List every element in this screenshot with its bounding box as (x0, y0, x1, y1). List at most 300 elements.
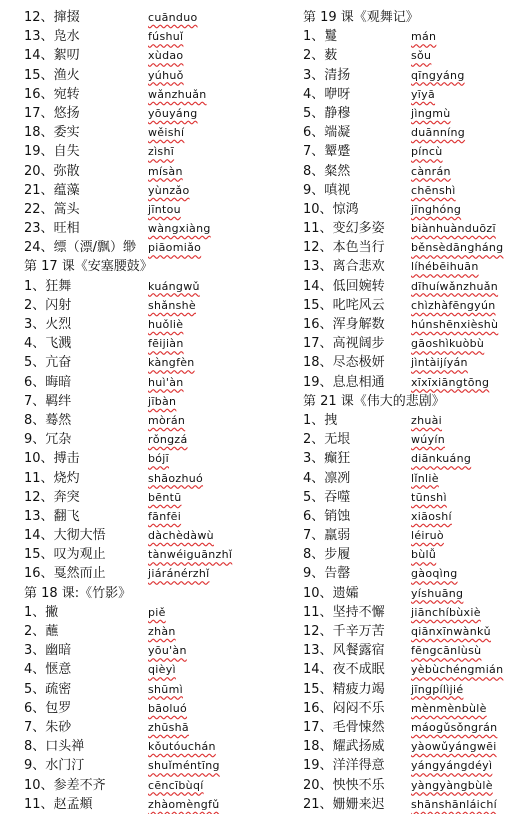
entry-separator: 、 (40, 48, 54, 64)
vocab-entry (24, 85, 274, 104)
entry-pinyin: tànwéiguānzhǐ (148, 548, 233, 562)
entry-word: 疏密 (45, 681, 72, 697)
entry-number: 18 (303, 739, 320, 755)
vocab-entry (24, 277, 274, 296)
entry-number: 1 (303, 29, 312, 45)
entry-pinyin: gāoshìkuòbù (411, 337, 485, 351)
entry-word: 幽暗 (45, 643, 72, 659)
entry-word: 飞溅 (45, 336, 72, 352)
vocab-entry (303, 430, 529, 449)
entry-number: 4 (303, 470, 312, 486)
entry-separator: 、 (40, 182, 54, 198)
vocab-entry (303, 200, 529, 219)
entry-word: 清扬 (324, 67, 351, 83)
vocab-entry (24, 545, 274, 564)
entry-number: 4 (24, 662, 33, 678)
entry-number: 7 (24, 393, 33, 409)
entry-number: 19 (303, 758, 320, 774)
entry-pinyin: yèbùchéngmián (411, 663, 504, 677)
entry-word: 叹为观止 (53, 547, 106, 563)
entry-word: 遗孀 (332, 585, 359, 601)
entry-pinyin: wěishí (148, 126, 185, 140)
entry-number: 10 (303, 585, 320, 601)
entry-number: 14 (303, 662, 320, 678)
entry-pinyin: yúhuǒ (148, 68, 184, 82)
entry-word: 粲然 (324, 163, 351, 179)
entry-number: 1 (24, 278, 33, 294)
entry-number: 17 (303, 336, 320, 352)
vocab-entry (303, 238, 529, 257)
entry-number: 3 (24, 317, 33, 332)
entry-pinyin: diānkuáng (411, 452, 472, 466)
entry-number: 5 (24, 355, 33, 371)
entry-separator: 、 (32, 374, 46, 390)
entry-pinyin: yíshuāng (411, 586, 464, 600)
entry-pinyin: fēijiàn (148, 337, 184, 351)
vocab-entry (24, 104, 274, 123)
vocab-entry (24, 353, 274, 372)
entry-separator: 、 (40, 508, 54, 524)
entry-separator: 、 (40, 163, 54, 179)
entry-word: 委实 (53, 125, 80, 141)
vocab-entry (303, 795, 529, 814)
entry-separator: 、 (32, 643, 46, 659)
entry-number: 16 (303, 317, 320, 332)
entry-word: 销蚀 (324, 508, 351, 524)
entry-pinyin: jīnghóng (411, 202, 462, 216)
vocab-entry (303, 469, 529, 488)
entry-word: 步履 (324, 547, 351, 563)
entry-word: 闪射 (45, 297, 72, 313)
entry-separator: 、 (40, 29, 54, 45)
vocab-entry (24, 392, 274, 411)
entry-number: 10 (303, 201, 320, 217)
entry-pinyin: zhàomèngfǔ (148, 797, 220, 811)
entry-word: 精疲力竭 (332, 681, 385, 697)
entry-separator: 、 (32, 297, 46, 313)
entry-pinyin: lǐnliè (411, 471, 439, 485)
entry-pinyin: máogǔsǒngrán (411, 720, 498, 734)
entry-number: 5 (303, 489, 312, 505)
entry-number: 18 (24, 125, 41, 141)
entry-pinyin: wǎnzhuǎn (148, 87, 207, 101)
entry-separator: 、 (32, 317, 46, 332)
lesson-heading: 第 17 课《安塞腰鼓》 (24, 259, 153, 275)
entry-number: 5 (24, 681, 33, 697)
entry-separator: 、 (32, 719, 46, 735)
entry-pinyin: jīngpílìjié (411, 682, 464, 696)
vocab-entry (24, 334, 274, 353)
vocab-entry (24, 488, 274, 507)
entry-number: 8 (303, 163, 312, 179)
entry-number: 1 (303, 412, 312, 428)
vocab-entry (303, 353, 529, 372)
entry-word: 吞噬 (324, 489, 351, 505)
entry-number: 12 (303, 624, 320, 639)
entry-separator: 、 (311, 182, 325, 198)
vocab-entry (24, 756, 274, 775)
entry-separator: 、 (40, 451, 54, 467)
entry-word: 搏击 (53, 451, 80, 467)
entry-word: 火烈 (45, 317, 72, 332)
entry-separator: 、 (311, 125, 325, 141)
entry-word: 夜不成眠 (332, 662, 385, 678)
vocab-entry (24, 507, 274, 526)
entry-number: 21 (303, 796, 320, 812)
vocab-entry (303, 66, 529, 85)
entry-number: 15 (24, 547, 41, 563)
entry-pinyin: huǒliè (148, 318, 184, 331)
entry-number: 4 (24, 336, 33, 352)
entry-pinyin: bāoluó (148, 701, 188, 715)
entry-word: 大彻大悟 (53, 528, 106, 544)
vocab-entry (303, 257, 529, 276)
entry-word: 坚持不懈 (332, 604, 385, 620)
entry-word: 水门汀 (45, 758, 85, 774)
vocab-entry (24, 66, 274, 85)
entry-separator: 、 (319, 681, 333, 697)
entry-separator: 、 (319, 240, 333, 256)
vocab-entry (24, 315, 274, 334)
vocab-entry (24, 469, 274, 488)
entry-separator: 、 (319, 585, 333, 601)
entry-number: 9 (303, 182, 312, 198)
entry-word: 高视阔步 (332, 336, 385, 352)
entry-number: 7 (303, 144, 312, 160)
entry-pinyin: jiānchíbùxiè (411, 605, 481, 619)
vocab-entry (303, 641, 529, 660)
entry-word: 息息相通 (332, 374, 385, 390)
entry-pinyin: líhébēihuān (411, 260, 479, 274)
vocab-entry (303, 564, 529, 583)
entry-word: 闷闷不乐 (332, 700, 385, 716)
entry-pinyin: mòrán (148, 413, 186, 427)
vocab-entry (303, 277, 529, 296)
entry-word: 凫水 (53, 29, 80, 45)
entry-pinyin: xiāoshí (411, 509, 452, 523)
vocab-entry (303, 334, 529, 353)
entry-number: 14 (24, 48, 41, 64)
entry-separator: 、 (32, 662, 46, 678)
vocab-entry (303, 85, 529, 104)
entry-number: 7 (303, 528, 312, 544)
vocab-entry (303, 507, 529, 526)
entry-separator: 、 (311, 528, 325, 544)
entry-number: 11 (24, 470, 41, 486)
entry-word: 惬意 (45, 662, 72, 678)
entry-number: 11 (24, 796, 41, 812)
entry-number: 20 (303, 777, 320, 793)
entry-word: 羸弱 (324, 528, 351, 544)
entry-number: 2 (24, 297, 33, 313)
vocab-entry (303, 123, 529, 142)
vocab-entry (24, 200, 274, 219)
entry-pinyin: cànrán (411, 164, 451, 178)
vocab-entry (303, 315, 529, 334)
entry-word: 耀武扬威 (332, 739, 385, 755)
entry-separator: 、 (40, 10, 54, 25)
entry-pinyin: shūmì (148, 682, 183, 696)
vocab-entry (303, 219, 529, 238)
entry-pinyin: jīntou (148, 202, 181, 216)
entry-pinyin: biànhuànduōzī (411, 222, 496, 236)
entry-number: 17 (303, 719, 320, 735)
entry-separator: 、 (311, 48, 325, 64)
entry-separator: 、 (40, 470, 54, 486)
entry-separator: 、 (319, 374, 333, 390)
vocab-entry (303, 622, 529, 641)
entry-word: 弥散 (53, 163, 80, 179)
entry-separator: 、 (319, 777, 333, 793)
entry-number: 6 (303, 125, 312, 141)
vocab-entry (24, 411, 274, 430)
vocab-entry (303, 680, 529, 699)
entry-number: 2 (303, 432, 312, 448)
entry-number: 11 (303, 604, 320, 620)
entry-pinyin: qīngyáng (411, 68, 465, 82)
vocab-entry (24, 46, 274, 65)
entry-separator: 、 (319, 336, 333, 352)
vocab-entry (303, 46, 529, 65)
vocab-entry (24, 622, 274, 641)
entry-number: 20 (24, 163, 41, 179)
entry-separator: 、 (311, 566, 325, 582)
entry-pinyin: qiānxīnwànkǔ (411, 625, 491, 638)
vocab-entry (24, 430, 274, 449)
entry-pinyin: duānníng (411, 126, 466, 140)
entry-separator: 、 (319, 201, 333, 217)
entry-word: 洋洋得意 (332, 758, 385, 774)
entry-word: 撇 (45, 604, 59, 620)
vocab-entry (24, 373, 274, 392)
entry-pinyin: chēnshì (411, 183, 456, 197)
entry-pinyin: kuángwǔ (148, 279, 200, 293)
entry-separator: 、 (32, 739, 46, 755)
entry-pinyin: zhàn (148, 625, 176, 638)
vocab-entry (303, 603, 529, 622)
entry-separator: 、 (40, 201, 54, 217)
vocab-entry (24, 181, 274, 200)
entry-separator: 、 (40, 566, 54, 582)
entry-word: 旺相 (53, 221, 80, 237)
vocab-entry (24, 699, 274, 718)
entry-separator: 、 (32, 412, 46, 428)
vocab-entry (24, 142, 274, 161)
entry-number: 23 (24, 221, 41, 237)
entry-word: 颦蹙 (324, 144, 351, 160)
entry-pinyin: shānshānláichí (411, 797, 497, 811)
entry-pinyin: fēngcānlùsù (411, 644, 482, 658)
vocab-entry (303, 27, 529, 46)
entry-separator: 、 (311, 144, 325, 160)
entry-number: 2 (24, 624, 33, 639)
entry-pinyin: zhuài (411, 413, 443, 427)
entry-pinyin: huì'àn (148, 375, 184, 389)
entry-pinyin: xùdao (148, 49, 184, 63)
entry-separator: 、 (32, 355, 46, 371)
entry-pinyin: zhūshā (148, 720, 189, 734)
entry-pinyin: yàowǔyángwēi (411, 740, 497, 754)
entry-pinyin: fānfēi (148, 509, 182, 523)
entry-word: 无垠 (324, 432, 351, 448)
entry-pinyin: fúshuǐ (148, 30, 184, 44)
entry-word: 咿呀 (324, 86, 351, 102)
entry-word: 告罄 (324, 566, 351, 582)
vocab-entry (24, 8, 274, 27)
entry-number: 16 (24, 566, 41, 582)
entry-word: 篙头 (53, 201, 80, 217)
entry-pinyin: piāomiǎo (148, 241, 202, 255)
entry-pinyin: tūnshì (411, 490, 447, 504)
entry-separator: 、 (311, 547, 325, 563)
entry-word: 浑身解数 (332, 317, 385, 332)
entry-word: 自失 (53, 144, 80, 160)
vocab-entry (24, 449, 274, 468)
vocab-entry (24, 737, 274, 756)
entry-separator: 、 (40, 240, 54, 256)
entry-pinyin: mísàn (148, 164, 183, 178)
vocab-entry (303, 162, 529, 181)
vocab-entry (303, 449, 529, 468)
entry-word: 口头禅 (45, 739, 85, 755)
entry-pinyin: yùnzǎo (148, 183, 190, 197)
entry-word: 怏怏不乐 (332, 777, 385, 793)
entry-separator: 、 (40, 67, 54, 83)
entry-number: 11 (303, 221, 320, 237)
entry-pinyin: dàchèdàwù (148, 529, 214, 543)
entry-number: 9 (303, 566, 312, 582)
entry-number: 21 (24, 182, 41, 198)
entry-separator: 、 (311, 163, 325, 179)
entry-pinyin: shǎnshè (148, 298, 196, 312)
entry-separator: 、 (319, 317, 333, 332)
entry-word: 蘸 (45, 624, 59, 639)
vocab-entry (24, 526, 274, 545)
lesson-heading: 第 18 课:《竹影》 (24, 585, 132, 601)
entry-word: 拽 (324, 412, 338, 428)
entry-pinyin: zìshī (148, 145, 175, 159)
entry-word: 姗姗来迟 (332, 796, 385, 812)
entry-word: 撺掇 (53, 10, 80, 25)
entry-pinyin: jìntàijíyán (411, 356, 468, 370)
entry-number: 6 (303, 508, 312, 524)
entry-word: 蕴藻 (53, 182, 80, 198)
entry-pinyin: shāozhuó (148, 471, 204, 485)
entry-pinyin: jībàn (148, 394, 177, 408)
entry-word: 癫狂 (324, 451, 351, 467)
entry-word: 本色当行 (332, 240, 385, 256)
entry-pinyin: mán (411, 30, 437, 44)
entry-pinyin: kàngfèn (148, 356, 195, 370)
entry-separator: 、 (311, 432, 325, 448)
entry-number: 24 (24, 240, 41, 256)
entry-word: 狂舞 (45, 278, 72, 294)
lesson-heading: 第 19 课《观舞记》 (303, 10, 419, 25)
entry-number: 17 (24, 105, 41, 121)
entry-separator: 、 (311, 470, 325, 486)
entry-separator: 、 (311, 67, 325, 83)
entry-word: 薮 (324, 48, 338, 64)
vocab-entry (303, 737, 529, 756)
entry-separator: 、 (40, 125, 54, 141)
entry-separator: 、 (311, 105, 325, 121)
entry-separator: 、 (319, 662, 333, 678)
entry-number: 19 (303, 374, 320, 390)
entry-number: 22 (24, 201, 41, 217)
entry-number: 10 (24, 777, 41, 793)
entry-word: 羁绊 (45, 393, 72, 409)
entry-pinyin: qièyì (148, 663, 176, 677)
entry-word: 悠扬 (53, 105, 80, 121)
entry-pinyin: yángyángdéyì (411, 759, 493, 773)
entry-number: 16 (303, 700, 320, 716)
lesson-heading: 第 21 课《伟大的悲剧》 (303, 393, 445, 409)
vocab-entry (303, 545, 529, 564)
entry-number: 1 (24, 604, 33, 620)
entry-number: 9 (24, 758, 33, 774)
entry-word: 端凝 (324, 125, 351, 141)
entry-word: 千辛万苦 (332, 624, 385, 639)
entry-separator: 、 (319, 604, 333, 620)
entry-pinyin: jìngmù (411, 106, 451, 120)
entry-word: 毛骨悚然 (332, 719, 385, 735)
entry-pinyin: bēntū (148, 490, 182, 504)
entry-number: 10 (24, 451, 41, 467)
entry-number: 13 (24, 508, 41, 524)
entry-separator: 、 (40, 547, 54, 563)
entry-word: 凛冽 (324, 470, 351, 486)
entry-pinyin: bójī (148, 452, 170, 466)
entry-word: 参差不齐 (53, 777, 106, 793)
entry-number: 12 (303, 240, 320, 256)
entry-pinyin: cuānduo (148, 11, 198, 24)
entry-number: 8 (24, 739, 33, 755)
entry-pinyin: rǒngzá (148, 433, 188, 447)
entry-number: 19 (24, 144, 41, 160)
entry-separator: 、 (319, 719, 333, 735)
entry-number: 7 (24, 719, 33, 735)
entry-word: 戛然而止 (53, 566, 106, 582)
entry-word: 嗔视 (324, 182, 351, 198)
vocab-entry (24, 776, 274, 795)
entry-pinyin: běnsèdāngháng (411, 241, 504, 255)
entry-number: 12 (24, 489, 41, 505)
entry-pinyin: wúyín (411, 433, 446, 447)
vocab-entry (24, 219, 274, 238)
entry-separator: 、 (311, 489, 325, 505)
vocab-entry (303, 104, 529, 123)
left-column (24, 8, 274, 814)
entry-word: 烧灼 (53, 470, 80, 486)
entry-separator: 、 (40, 144, 54, 160)
entry-separator: 、 (311, 412, 325, 428)
entry-separator: 、 (319, 643, 333, 659)
entry-word: 赵孟頫 (53, 796, 93, 812)
entry-word: 静穆 (324, 105, 351, 121)
entry-pinyin: bùlǚ (411, 548, 437, 562)
entry-word: 宛转 (53, 86, 80, 102)
entry-pinyin: mènmènbùlè (411, 701, 487, 715)
entry-separator: 、 (311, 86, 325, 102)
entry-number: 3 (303, 451, 312, 467)
entry-pinyin: kǒutóuchán (148, 740, 216, 754)
entry-separator: 、 (319, 758, 333, 774)
entry-separator: 、 (311, 508, 325, 524)
entry-separator: 、 (40, 221, 54, 237)
entry-word: 晦暗 (45, 374, 72, 390)
entry-pinyin: húnshēnxièshù (411, 318, 499, 331)
vocab-entry (24, 795, 274, 814)
